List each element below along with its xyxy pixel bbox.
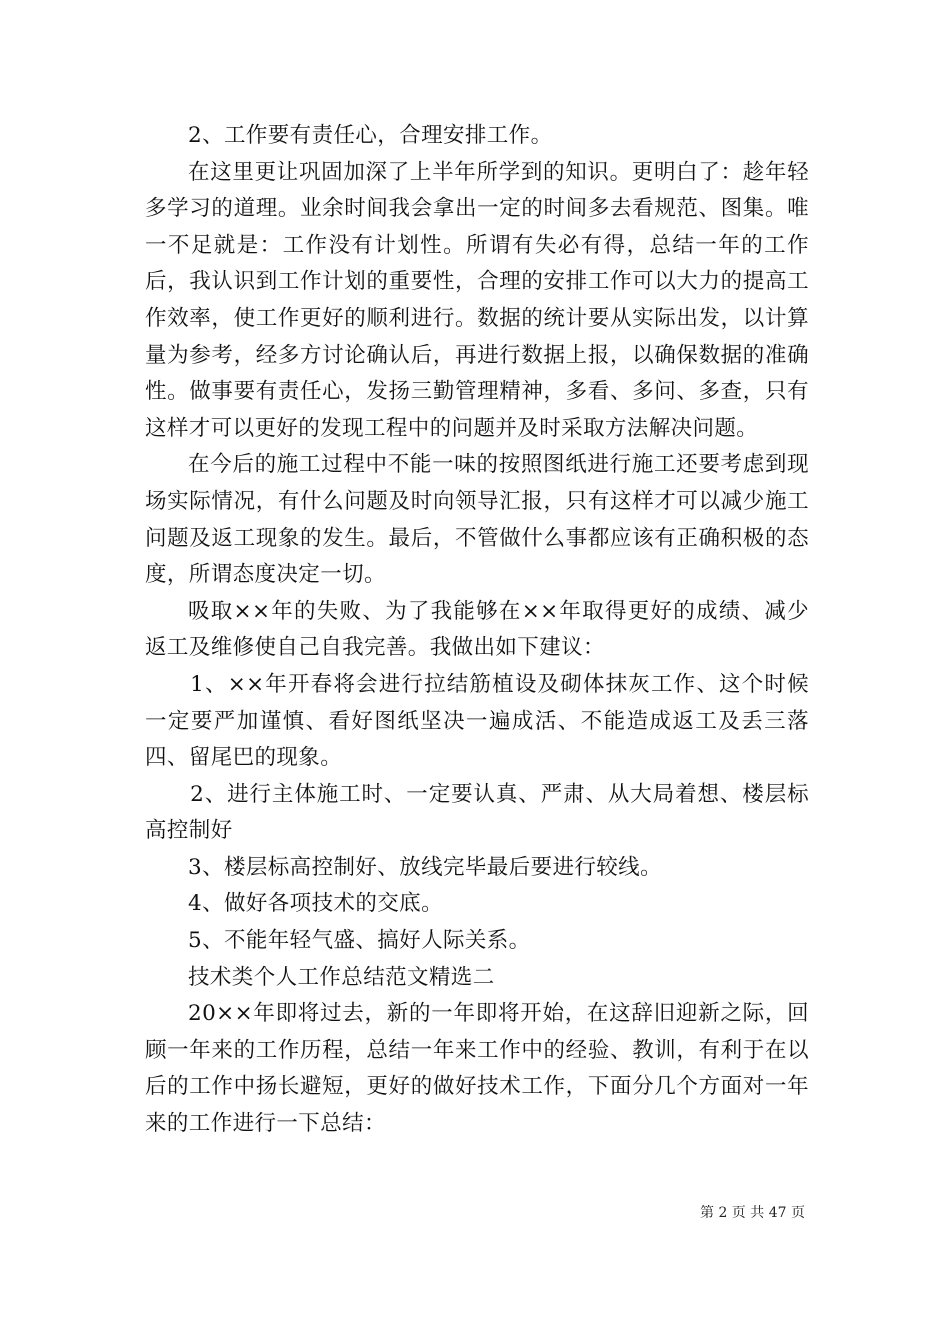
- paragraph-2: 在这里更让巩固加深了上半年所学到的知识。更明白了：趁年轻多学习的道理。业余时间我会拿出一定的时间多去看规范、图集。唯一不足就是：工作没有计划性。所谓有失必有得，总结一年的工作后，我认识到工作计划的重要性，合理的安排工作可以大力的提高工作效率，使工作更好的顺利进行。数据的统计要从实际出发，以计算量为参考，经多方讨论确认后，再进行数据上报，以确保数据的准确性。做事要有责任心，发扬三勤管理精神，多看、多问、多查，只有这样才可以更好的发现工程中的问题并及时采取方法解决问题。: [145, 159, 809, 441]
- suggestion-1: 1、××年开春将会进行拉结筋植设及砌体抹灰工作、这个时候一定要严加谨慎、看好图纸坚决一遍成活、不能造成返工及丢三落四、留尾巴的现象。: [145, 671, 809, 771]
- paragraph-1: 2、工作要有责任心，合理安排工作。: [188, 123, 553, 148]
- paragraph-intro: 20××年即将过去，新的一年即将开始，在这辞旧迎新之际，回顾一年来的工作历程，总结一年来工作中的经验、教训，有利于在以后的工作中扬长避短，更好的做好技术工作，下面分几个方面对一年来的工作进行一下总结：: [145, 1001, 809, 1137]
- suggestion-2: 2、进行主体施工时、一定要认真、严肃、从大局着想、楼层标高控制好: [145, 781, 809, 844]
- paragraph-3: 在今后的施工过程中不能一味的按照图纸进行施工还要考虑到现场实际情况，有什么问题及时向领导汇报，只有这样才可以减少施工问题及返工现象的发生。最后，不管做什么事都应该有正确积极的态度，所谓态度决定一切。: [145, 452, 809, 588]
- suggestion-3: 3、楼层标高控制好、放线完毕最后要进行较线。: [188, 854, 662, 880]
- page-number-footer: 第 2 页 共 47 页: [700, 1205, 805, 1221]
- paragraph-4: 吸取××年的失败、为了我能够在××年取得更好的成绩、减少返工及维修使自己自我完善。我做出如下建议：: [145, 598, 809, 661]
- section-heading: 技术类个人工作总结范文精选二: [188, 964, 495, 990]
- suggestion-5: 5、不能年轻气盛、搞好人际关系。: [188, 928, 531, 954]
- document-body: [145, 118, 809, 1143]
- suggestion-4: 4、做好各项技术的交底。: [188, 891, 443, 917]
